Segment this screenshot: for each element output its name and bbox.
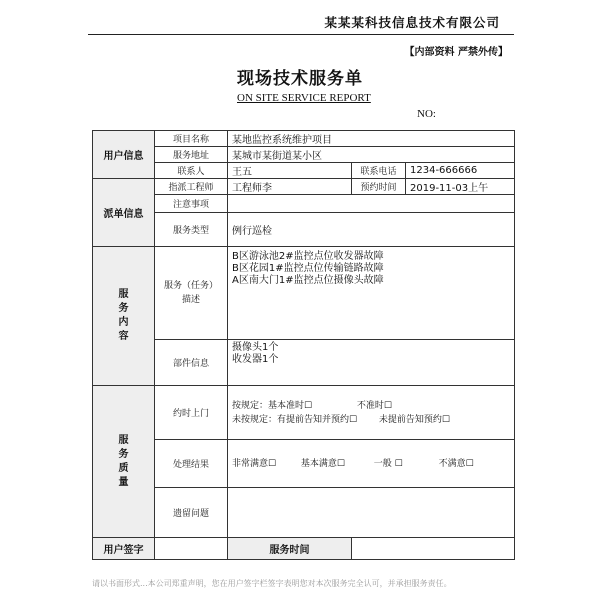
task-line: B区花园1#监控点位传输链路故障 xyxy=(232,263,384,274)
result-option[interactable]: 非常满意☐ xyxy=(232,458,277,469)
phone-field[interactable]: 1234-666666 xyxy=(406,163,515,179)
ontime-option[interactable]: 按规定：基本准时☐ xyxy=(232,400,313,411)
section-service-quality xyxy=(93,386,155,538)
parts-info-field[interactable] xyxy=(228,340,515,386)
issues-label: 遗留问题 xyxy=(155,488,228,538)
service-type-label: 服务类型 xyxy=(155,213,228,247)
ontime-option[interactable]: 未提前告知预约☐ xyxy=(378,414,450,425)
result-option[interactable]: 不满意☐ xyxy=(438,458,474,469)
phone-label: 联系电话 xyxy=(352,163,406,179)
engineer-field[interactable]: 工程师李 xyxy=(228,179,352,195)
section-char: 容 xyxy=(118,331,129,342)
result-label: 处理结果 xyxy=(155,440,228,488)
task-label-line: 服务（任务） xyxy=(163,281,218,291)
result-option[interactable]: 基本满意☐ xyxy=(300,458,345,469)
document-title: 现场技术服务单 xyxy=(237,69,363,89)
section-char: 量 xyxy=(118,476,129,488)
bottom-notice: 请以书面形式...本公司郑重声明，您在用户签字栏签字表明您对本次服务完全认可，并承担服务责任。 xyxy=(92,579,452,588)
task-line: B区游泳池2#监控点位收发器故障 xyxy=(232,251,384,262)
notes-label: 注意事项 xyxy=(155,195,228,213)
result-options xyxy=(228,440,515,488)
task-line: A区南大门1#监控点位摄像头故障 xyxy=(232,275,384,286)
signature-field[interactable] xyxy=(155,538,228,560)
section-dispatch: 派单信息 xyxy=(93,179,155,247)
service-report-form xyxy=(92,130,515,560)
number-label: NO: xyxy=(417,108,436,120)
service-address-field[interactable]: 某城市某街道某小区 xyxy=(228,147,515,163)
header-divider xyxy=(88,34,514,35)
project-name-field[interactable]: 某地监控系统维护项目 xyxy=(228,131,515,147)
result-option[interactable]: 一般 ☐ xyxy=(373,458,403,469)
task-description-label xyxy=(155,247,228,340)
ontime-label: 约时上门 xyxy=(155,386,228,440)
contact-label: 联系人 xyxy=(155,163,228,179)
appointment-label: 预约时间 xyxy=(352,179,406,195)
part-line: 收发器1个 xyxy=(232,354,279,365)
company-name: 某某某科技信息技术有限公司 xyxy=(324,15,500,30)
section-char: 质 xyxy=(118,462,129,474)
confidential-notice: 【内部资料 严禁外传】 xyxy=(404,47,508,58)
task-label-line: 描述 xyxy=(181,295,200,305)
section-service-content xyxy=(93,247,155,386)
ontime-options xyxy=(228,386,515,440)
parts-info-label: 部件信息 xyxy=(155,340,228,386)
notes-field[interactable] xyxy=(228,195,515,213)
service-time-field[interactable] xyxy=(352,538,515,560)
section-char: 服 xyxy=(118,289,129,300)
part-line: 摄像头1个 xyxy=(232,342,279,353)
ontime-option[interactable]: 不准时☐ xyxy=(356,400,392,411)
appointment-field[interactable]: 2019-11-03上午 xyxy=(406,179,515,195)
section-char: 务 xyxy=(118,448,129,460)
issues-field[interactable] xyxy=(228,488,515,538)
section-char: 务 xyxy=(118,303,129,314)
engineer-label: 指派工程师 xyxy=(155,179,228,195)
ontime-option[interactable]: 未按规定：有提前告知并预约☐ xyxy=(232,414,358,425)
document-subtitle: ON SITE SERVICE REPORT xyxy=(237,92,371,104)
contact-field[interactable]: 王五 xyxy=(228,163,352,179)
section-char: 内 xyxy=(118,317,129,328)
section-user-info: 用户信息 xyxy=(93,131,155,179)
project-name-label: 项目名称 xyxy=(155,131,228,147)
service-time-label: 服务时间 xyxy=(228,538,352,560)
section-char: 服 xyxy=(118,434,129,446)
signature-label: 用户签字 xyxy=(93,538,155,560)
service-type-field[interactable]: 例行巡检 xyxy=(228,213,515,247)
task-description-field[interactable] xyxy=(228,247,515,340)
service-address-label: 服务地址 xyxy=(155,147,228,163)
